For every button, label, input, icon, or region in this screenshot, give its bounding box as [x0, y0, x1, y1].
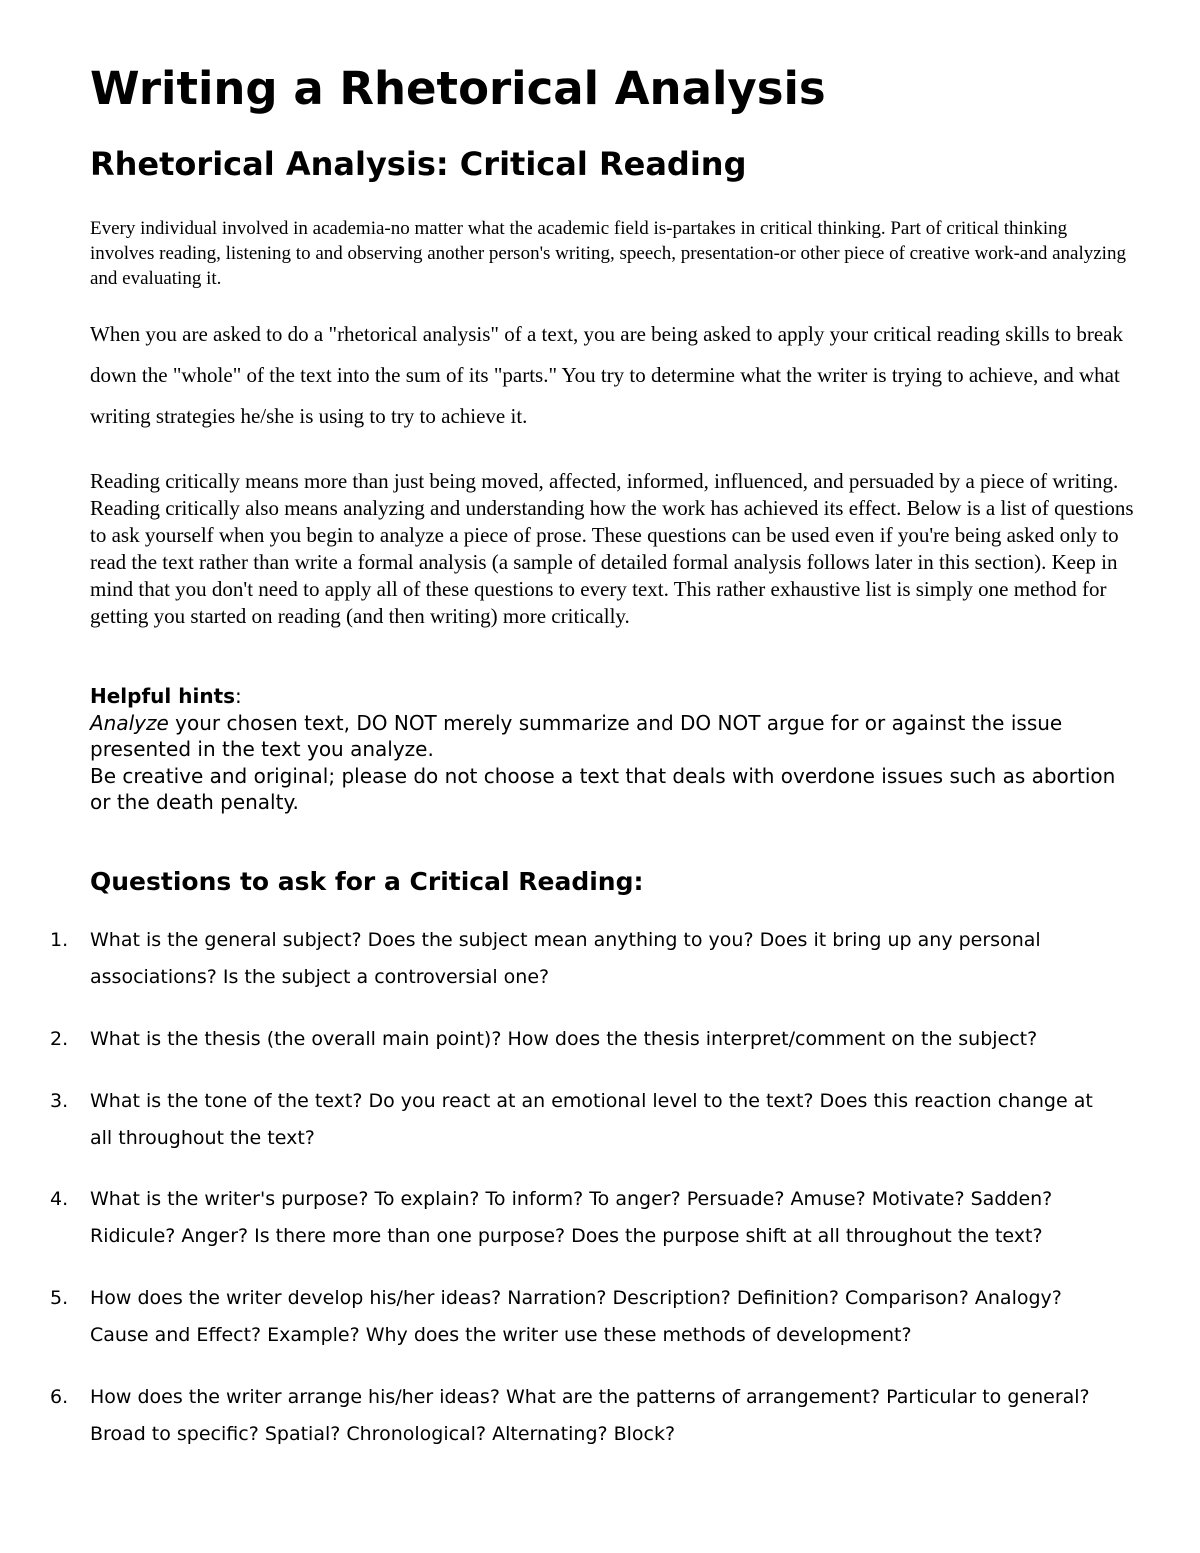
critical-reading-paragraph: Reading critically means more than just being moved, affected, informed, influenced, and persuaded by a piece of writing. Reading critically also means analyzing and understanding how the work has achieved its effect. Below is a list of questions to ask yourself when you begin to analyze a piece of prose. These questions can be used even if you're being asked only to read the text rather than write a formal analysis (a sample of detailed formal analysis follows later in this section). Keep in mind that you don't need to apply all of these questions to every text. This rather exhaustive list is simply one method for getting you started on reading (and then writing) more critically. — [90, 469, 1134, 628]
hints-heading-line — [90, 683, 1130, 710]
list-item-number: 4. — [50, 1188, 69, 1210]
list-item-text: What is the tone of the text? Do you react at an emotional level to the text? Does this reaction change at all throughout the text? — [90, 1090, 1093, 1149]
list-item-text: What is the thesis (the overall main point)? How does the thesis interpret/comment on the subject? — [90, 1028, 1038, 1050]
hint-creative: Be creative and original; please do not choose a text that deals with overdone issues such as abortion or the death penalty. — [90, 763, 1116, 814]
list-item-number: 6. — [50, 1386, 69, 1408]
list-item-text: How does the writer develop his/her ideas? Narration? Description? Definition? Comparison? Analogy? Cause and Effect? Example? Why does the writer use these methods of development? — [90, 1287, 1062, 1346]
list-item-number: 1. — [50, 929, 69, 951]
list-item-text: How does the writer arrange his/her ideas? What are the patterns of arrangement? Particular to general? Broad to specific? Spatial? Chronological? Alternating? Block? — [90, 1386, 1090, 1445]
list-item-text: What is the writer's purpose? To explain? To inform? To anger? Persuade? Amuse? Motivate? Sadden? Ridicule? Anger? Is there more than one purpose? Does the purpose shift at all throughout the text? — [90, 1188, 1053, 1247]
hints-heading: Helpful hints — [90, 684, 236, 708]
rhetorical-analysis-paragraph: When you are asked to do a "rhetorical analysis" of a text, you are being asked to apply your critical reading skills to break down the "whole" of the text into the sum of its "parts." You try to determine what the writer is trying to achieve, and what writing strategies he/she is using to try to achieve it. — [90, 322, 1123, 428]
section-subtitle: Rhetorical Analysis: Critical Reading — [90, 145, 747, 183]
page-title: Writing a Rhetorical Analysis — [90, 62, 826, 115]
list-item-number: 2. — [50, 1028, 69, 1050]
list-item-number: 5. — [50, 1287, 69, 1309]
intro-paragraph: Every individual involved in academia-no matter what the academic field is-partakes in critical thinking. Part of critical thinking involves reading, listening to and observing another person's writing, speech, presentation-or other piece of creative work-and analyzing and evaluating it. — [90, 218, 1126, 289]
hints-heading-colon: : — [235, 684, 242, 708]
helpful-hints — [90, 683, 1130, 816]
list-item — [50, 922, 1120, 996]
hint-analyze-emphasis: Analyze — [90, 710, 169, 735]
list-item-text: What is the general subject? Does the subject mean anything to you? Does it bring up any personal associations? Is the subject a controversial one? — [90, 929, 1041, 988]
hint-analyze — [90, 710, 1130, 763]
questions-heading: Questions to ask for a Critical Reading: — [90, 867, 644, 896]
list-item — [50, 1379, 1120, 1453]
list-item — [50, 1280, 1120, 1354]
list-item — [50, 1181, 1120, 1255]
list-item — [50, 1021, 1120, 1058]
list-item-number: 3. — [50, 1090, 69, 1112]
list-item — [50, 1083, 1120, 1157]
hint-analyze-text: your chosen text, DO NOT merely summarize and DO NOT argue for or against the issue presented in the text you analyze. — [90, 710, 1063, 761]
